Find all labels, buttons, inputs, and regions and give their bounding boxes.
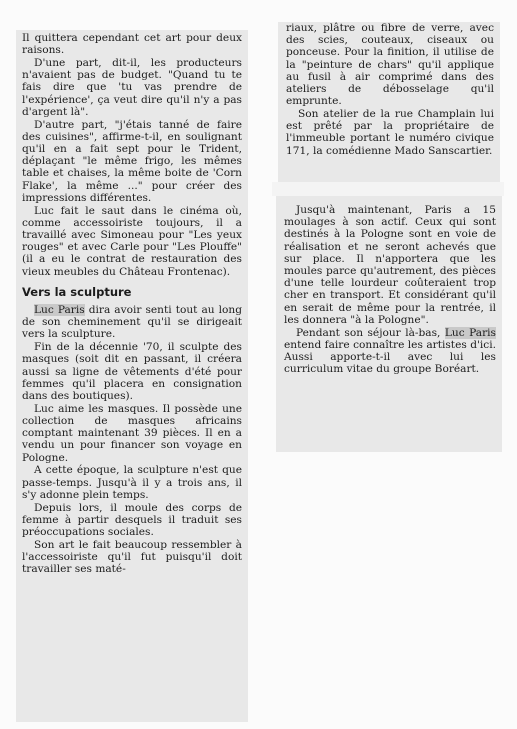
paragraph: Fin de la décennie '70, il sculpte des masques (soit dit en passant, il créera aussi sa ligne de vêtements d'été pour femmes qu'il placera en consignation dans des boutiques). bbox=[22, 341, 242, 403]
paragraph: Luc aime les masques. Il possède une collection de masques africains comptant maintenant 39 pièces. Il en a vendu un pour financer son voyage en Pologne. bbox=[22, 402, 242, 464]
paragraph bbox=[22, 304, 242, 341]
highlighted-name: Luc Paris bbox=[444, 326, 496, 339]
paragraph-text: entend faire connaître les artistes d'ici. Aussi apporte-t-il avec lui les curriculum vitae du groupe Boréart. bbox=[284, 338, 496, 376]
paragraph-text: Pendant son séjour là-bas, bbox=[296, 326, 445, 339]
clipping-gap bbox=[272, 182, 504, 196]
paragraph: Son art le fait beaucoup ressembler à l'accessoiriste qu'il fut puisqu'il doit travailler ses maté- bbox=[22, 538, 242, 576]
paragraph: Jusqu'à maintenant, Paris a 15 moulages à son actif. Ceux qui sont destinés à la Pologne sont en voie de réalisation et ne seront achevés que sur place. Il n'apportera que les moules parce qu'autrement, des pièces d'une telle lourdeur coûteraient trop cher en transport. Et considérant qu'il en serait de même pour la rentrée, il les donnera "à la Pologne". bbox=[284, 204, 496, 326]
paragraph: Depuis lors, il moule des corps de femme à partir desquels il traduit ses préoccupations sociales. bbox=[22, 501, 242, 539]
paragraph: A cette époque, la sculpture n'est que passe-temps. Jusqu'à il y a trois ans, il s'y adonne plein temps. bbox=[22, 464, 242, 501]
paragraph: riaux, plâtre ou fibre de verre, avec des scies, couteaux, ciseaux ou ponceuse. Pour la finition, il utilise de la "peinture de chars" qu'il applique au fusil à air comprimé dans des ateliers de débosselage qu'il emprunte. bbox=[286, 22, 494, 108]
paragraph-text: dira avoir senti tout au long de son cheminement qu'il se dirigeait vers la sculpture. bbox=[22, 304, 242, 341]
left-article-text bbox=[22, 32, 242, 576]
paragraph: D'autre part, "j'étais tanné de faire des cuisines", affirme-t-il, en soulignant qu'il en a fait sept pour le Trident, déplaçant "le même frigo, les mêmes table et chaises, la même boite de 'Corn Flake', la même ..." pour créer des impressions différentes. bbox=[22, 118, 242, 204]
section-heading: Vers la sculpture bbox=[22, 284, 132, 299]
right-bottom-article-text bbox=[284, 204, 496, 376]
paragraph: Luc fait le saut dans le cinéma où, comme accessoiriste toujours, il a travaillé avec Simoneau pour "Les yeux rouges" et avec Carle pour "Les Plouffe" (il a eu le contrat de restauration des vieux meubles du Château Frontenac). bbox=[22, 204, 242, 278]
paragraph: D'une part, dit-il, les producteurs n'avaient pas de budget. "Quand tu te fais dire que 'tu vas prendre de l'expérience', ça veut dire qu'il n'y a pas d'argent là". bbox=[22, 57, 242, 118]
highlighted-name: Luc Paris bbox=[34, 304, 85, 317]
paragraph bbox=[284, 327, 496, 376]
paragraph: Il quittera cependant cet art pour deux raisons. bbox=[22, 32, 242, 57]
clipping-left-column bbox=[16, 30, 248, 722]
right-top-article-text bbox=[286, 22, 494, 157]
paragraph: Son atelier de la rue Champlain lui est prêté par la propriétaire de l'immeuble portant le numéro civique 171, la comédienne Mado Sanscartier. bbox=[286, 108, 494, 157]
clipping-right-bottom bbox=[276, 196, 502, 452]
clipping-right-top bbox=[278, 22, 500, 182]
